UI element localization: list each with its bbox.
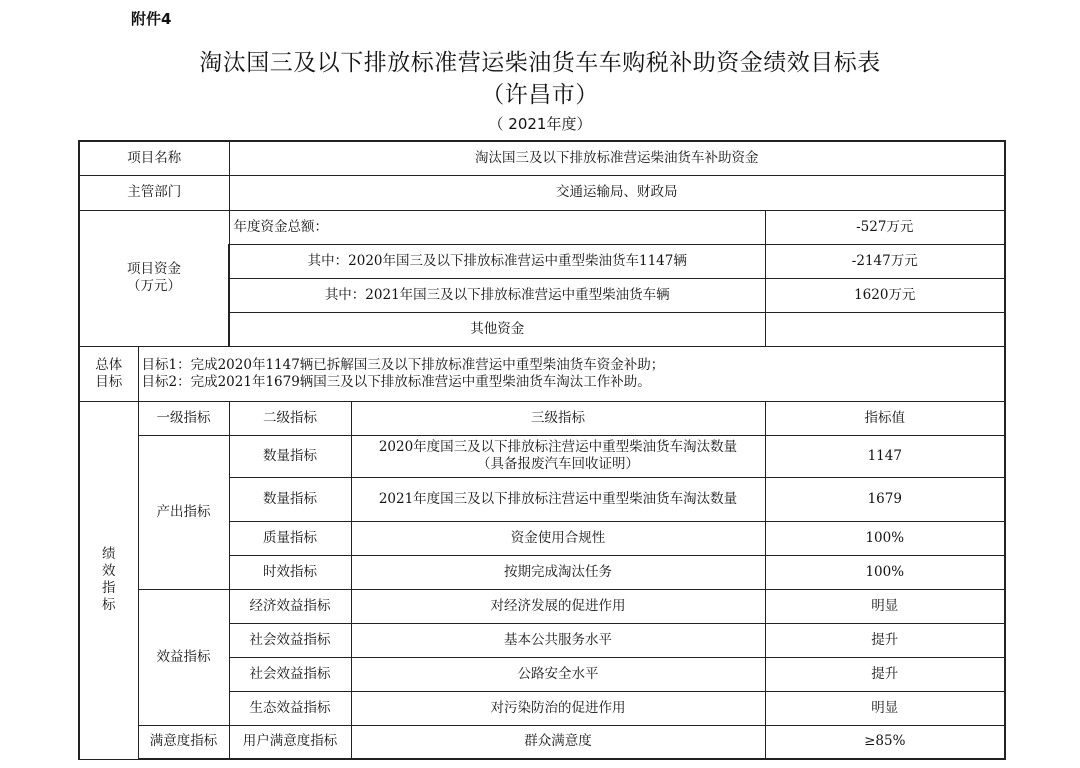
funds-2021-amount: 1620万元 <box>765 278 1005 312</box>
funds-other-desc: 其他资金 <box>229 312 765 346</box>
level3-line1: 2020年度国三及以下排放标注营运中重型柴油货车淘汰数量 <box>378 439 738 455</box>
funds-other-amount <box>765 312 1005 346</box>
level3-cell: 2021年度国三及以下排放标注营运中重型柴油货车淘汰数量 <box>351 477 765 521</box>
performance-target-table <box>78 140 1006 760</box>
document-title: 淘汰国三及以下排放标准营运柴油货车车购税补助资金绩效目标表 <box>199 50 881 76</box>
value-cell: 明显 <box>765 589 1005 623</box>
fiscal-year: （ 2021年度） <box>488 115 592 133</box>
value-cell: 提升 <box>765 657 1005 691</box>
value-cell: 明显 <box>765 691 1005 725</box>
level2-cell: 数量指标 <box>229 435 351 477</box>
performance-indicator-label <box>79 401 138 759</box>
funds-total-amount: -527万元 <box>765 210 1005 244</box>
overall-goal-row <box>79 346 1005 401</box>
department-value: 交通运输局、财政局 <box>229 175 1005 210</box>
funds-2021-desc: 其中：2021年国三及以下排放标准营运中重型柴油货车辆 <box>229 278 765 312</box>
indicator-row <box>79 435 1005 477</box>
header-level2: 二级指标 <box>229 401 351 435</box>
level2-cell: 时效指标 <box>229 555 351 589</box>
value-cell: 1679 <box>765 477 1005 521</box>
funds-total-desc: 年度资金总额： <box>229 210 765 244</box>
overall-goal-label-line2: 目标 <box>95 373 123 390</box>
goal-2: 目标2：完成2021年1679辆国三及以下排放标准营运中重型柴油货车淘汰工作补助。 <box>141 373 651 390</box>
value-cell: 100% <box>765 521 1005 555</box>
level3-cell: 群众满意度 <box>351 725 765 759</box>
level3-cell: 对污染防治的促进作用 <box>351 691 765 725</box>
project-name-label: 项目名称 <box>79 141 229 175</box>
project-name-value: 淘汰国三及以下排放标准营运柴油货车补助资金 <box>229 141 1005 175</box>
level3-cell: 资金使用合规性 <box>351 521 765 555</box>
output-indicator-label: 产出指标 <box>138 435 229 589</box>
level2-cell: 数量指标 <box>229 477 351 521</box>
funds-row <box>79 210 1005 244</box>
header-level1: 一级指标 <box>138 401 229 435</box>
document-subtitle: （许昌市） <box>481 82 599 108</box>
goal-1: 目标1：完成2020年1147辆已拆解国三及以下排放标准营运中重型柴油货车资金补助； <box>141 356 665 373</box>
vertical-char: 指 <box>102 580 116 596</box>
vertical-char: 标 <box>102 597 116 613</box>
overall-goal-label <box>79 346 138 401</box>
level3-cell: 公路安全水平 <box>351 657 765 691</box>
department-label: 主管部门 <box>79 175 229 210</box>
indicator-row <box>79 725 1005 759</box>
level2-cell: 社会效益指标 <box>229 657 351 691</box>
value-cell: 提升 <box>765 623 1005 657</box>
value-cell: 1147 <box>765 435 1005 477</box>
vertical-char: 绩 <box>102 546 116 562</box>
funds-label-line2: （万元） <box>127 278 181 294</box>
vertical-char: 效 <box>102 563 116 579</box>
funds-label-line1: 项目资金 <box>127 261 181 277</box>
value-cell: 100% <box>765 555 1005 589</box>
level2-cell: 社会效益指标 <box>229 623 351 657</box>
indicator-header-row <box>79 401 1005 435</box>
indicator-row <box>79 589 1005 623</box>
level3-cell: 对经济发展的促进作用 <box>351 589 765 623</box>
satisfaction-indicator-label: 满意度指标 <box>138 725 229 759</box>
level2-cell: 生态效益指标 <box>229 691 351 725</box>
level2-cell: 用户满意度指标 <box>229 725 351 759</box>
attachment-label: 附件4 <box>131 10 172 28</box>
overall-goal-label-line1: 总体 <box>95 356 123 373</box>
level2-cell: 质量指标 <box>229 521 351 555</box>
funds-2020-amount: -2147万元 <box>765 244 1005 278</box>
funds-label <box>79 210 229 346</box>
overall-goal-text <box>138 346 1005 401</box>
value-cell: ≥85% <box>765 725 1005 759</box>
level3-cell <box>351 435 765 477</box>
level2-cell: 经济效益指标 <box>229 589 351 623</box>
header-level3: 三级指标 <box>351 401 765 435</box>
level3-line2: （具备报废汽车回收证明） <box>477 456 639 472</box>
level3-cell: 按期完成淘汰任务 <box>351 555 765 589</box>
funds-2020-desc: 其中：2020年国三及以下排放标准营运中重型柴油货车1147辆 <box>229 244 765 278</box>
level3-cell: 基本公共服务水平 <box>351 623 765 657</box>
header-value: 指标值 <box>765 401 1005 435</box>
department-row <box>79 175 1005 210</box>
project-name-row <box>79 141 1005 175</box>
effect-indicator-label: 效益指标 <box>138 589 229 725</box>
